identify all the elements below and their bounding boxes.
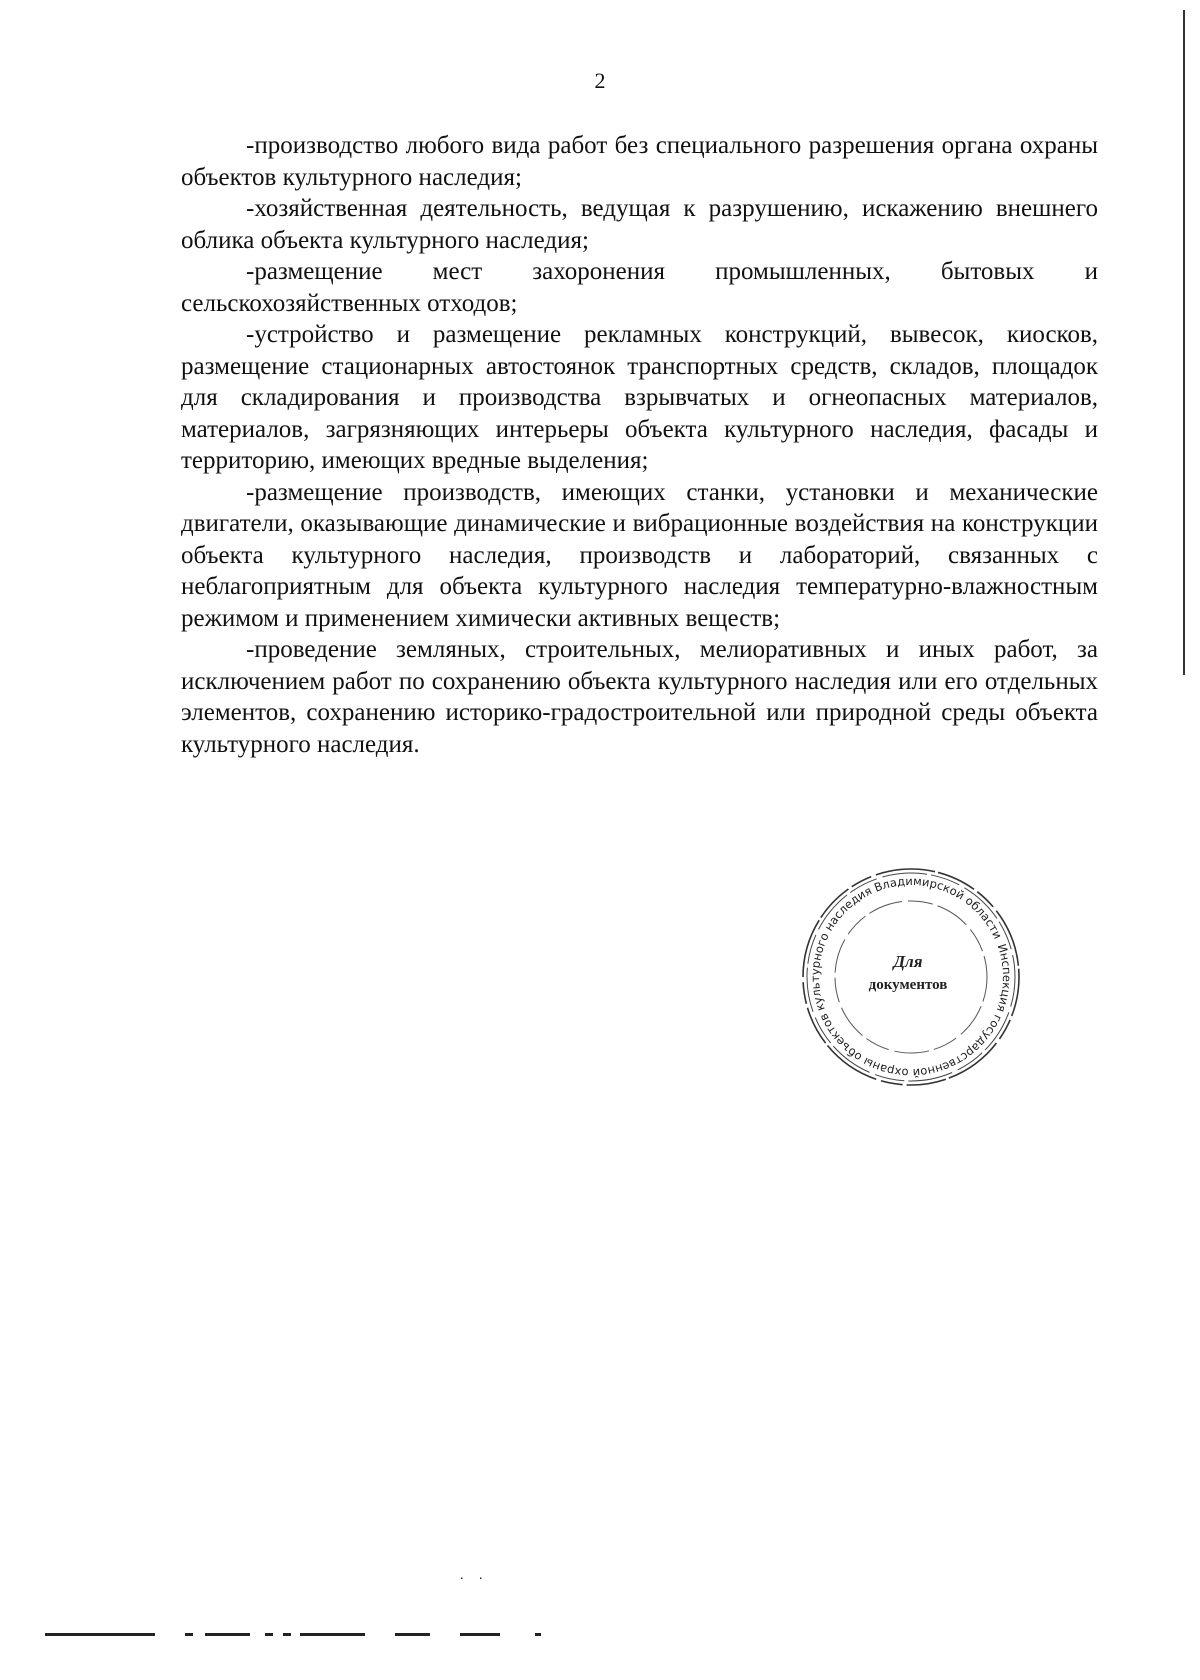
bottom-mark [265,1633,273,1636]
paragraph: -устройство и размещение рекламных конструкций, вывесок, киосков, размещение стационарных автостоянок транспортных средств, складов, площадок для складирования и производства взрывчатых и огнеопасных материалов, материалов, загрязняющих интерьеры объекта культурного наследия, фасады и территорию, имеющих вредные выделения; [181,321,1098,474]
stamp-center-line-2: документов [868,977,948,993]
bottom-mark [205,1633,250,1636]
paragraph: -размещение мест захоронения промышленных, бытовых и сельскохозяйственных отходов; [181,258,1098,317]
bottom-mark [460,1633,500,1636]
seal-stamp [796,862,1026,1092]
paragraph: -размещение производств, имеющих станки, установки и механические двигатели, оказывающие динамические и вибрационные воздействия на конструкции объекта культурного наследия, производств и лабораторий, связанных с неблагоприятным для объекта культурного наследия температурно-влажностным режимом и применением химически активных веществ; [181,478,1098,632]
stamp-center-line-1: Для [893,952,923,971]
right-edge-rule [1183,10,1185,675]
page-number: 2 [594,68,606,93]
bottom-mark [45,1633,155,1636]
bottom-mark [283,1633,291,1636]
paragraph: -проведение земляных, строительных, мелиоративных и иных работ, за исключением работ по сохранению объекта культурного наследия или его отдельных элементов, сохранению историко-градостроительной или природной среды объекта культурного наследия. [181,636,1098,758]
bottom-mark [300,1633,365,1636]
bottom-mark [395,1633,430,1636]
stamp-ring-text: Инспекция государственной охраны объектов культурного наследия Владимирской области [807,873,1015,1081]
center-marks: . . [460,1568,489,1583]
document-body [181,130,1098,760]
paragraph: -производство любого вида работ без специального разрешения органа охраны объектов культурного наследия; [181,132,1098,191]
bottom-mark [535,1633,541,1636]
paragraph: -хозяйственная деятельность, ведущая к разрушению, искажению внешнего облика объекта культурного наследия; [181,195,1098,254]
bottom-mark [185,1633,193,1636]
bottom-edge-marks [45,1633,565,1641]
